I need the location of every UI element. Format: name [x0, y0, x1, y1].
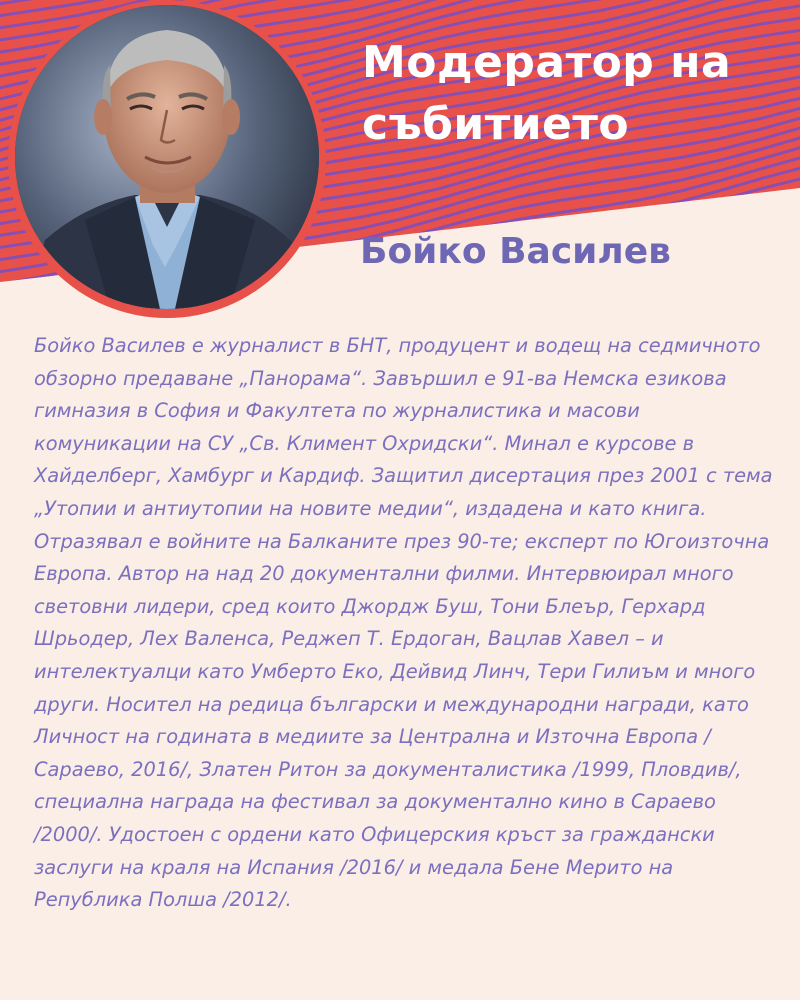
- portrait-image: [15, 5, 319, 309]
- bio-paragraph: Отразявал е войните на Балканите през 90-те; експерт по Югоизточна Европа. Автор на над 20 документални филми. Интервюирал много световни лидери, сред които Джордж Буш, Тони Блеър, Герхард Шрьодер, Лех Валенса, Реджеп Т. Ердоган, Вацлав Хавел – и интелектуалци като Умберто Еко, Дейвид Линч, Тери Гилиъм и много други. Носител на редица български и международни награди, като Личност на годината в медиите за Централна и Източна Европа /Сараево, 2016/, Златен Ритон за документалистика /1999, Пловдив/, специална награда на фестивал за документално кино в Сараево /2000/. Удостоен с ордени като Офицерския кръст за граждански заслуги на краля на Испания /2016/ и медала Бене Мерито на Република Полша /2012/.: [34, 529, 770, 912]
- page-title: Модератор на събитието: [362, 37, 732, 150]
- bio-paragraph: Бойко Василев е журналист в БНТ, продуцент и водещ на седмичното обзорно предаване „Панорама“. Завършил е 91-ва Немска езикова гимназия в София и Факултета по журналистика и масови комуникации на СУ „Св. Климент Охридски“. Минал е курсове в Хайделберг, Хамбург и Кардиф. Защитил дисертация през 2001 с тема „Утопии и антиутопии на новите медии“, издадена и като книга.: [34, 334, 773, 520]
- speaker-bio: [34, 330, 774, 917]
- avatar: [15, 5, 319, 309]
- speaker-name: Бойко Василев: [360, 231, 671, 272]
- avatar-frame: [8, 0, 326, 318]
